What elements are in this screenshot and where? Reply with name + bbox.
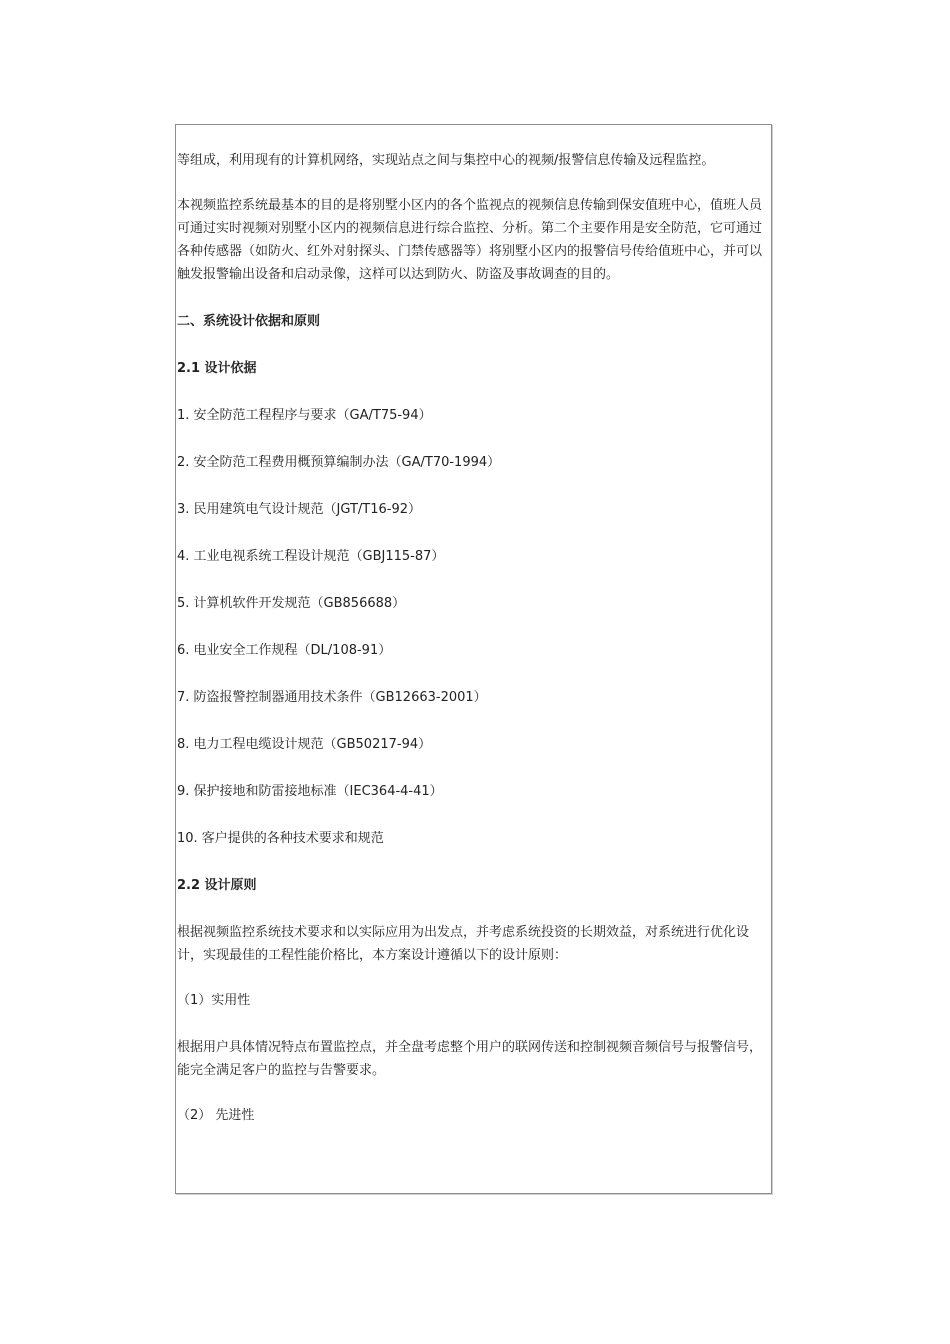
list-item: 10. 客户提供的各种技术要求和规范 bbox=[177, 831, 384, 846]
purpose-paragraph: 本视频监控系统最基本的目的是将别墅小区内的各个监视点的视频信息传输到保安值班中心，值班人员可通过实时视频对别墅小区内的视频信息进行综合监控、分析。第二个主要作用是安全防范，它可通过各种传感器（如防火、红外对射探头、门禁传感器等）将别墅小区内的报警信号传给值班中心，并可以触发报警输出设备和启动录像，这样可以达到防火、防盗及事故调查的目的。 bbox=[177, 198, 763, 282]
principle-1-title: （1）实用性 bbox=[177, 993, 251, 1008]
principle-1-paragraph: 根据用户具体情况特点布置监控点，并全盘考虑整个用户的联网传送和控制视频音频信号与报警信号，能完全满足客户的监控与告警要求。 bbox=[177, 1040, 763, 1078]
list-item: 4. 工业电视系统工程设计规范（GBJ115-87） bbox=[177, 549, 445, 564]
subsection-heading-principles: 2.2 设计原则 bbox=[177, 878, 257, 893]
list-item: 3. 民用建筑电气设计规范（JGT/T16-92） bbox=[177, 502, 422, 517]
principles-intro-paragraph: 根据视频监控系统技术要求和以实际应用为出发点，并考虑系统投资的长期效益，对系统进行优化设计，实现最佳的工程性能价格比，本方案设计遵循以下的设计原则： bbox=[177, 925, 750, 963]
principle-2-title: （2） 先进性 bbox=[177, 1108, 255, 1123]
list-item: 2. 安全防范工程费用概预算编制办法（GA/T70-1994） bbox=[177, 455, 501, 470]
list-item: 6. 电业安全工作规程（DL/108-91） bbox=[177, 643, 392, 658]
intro-paragraph: 等组成，利用现有的计算机网络，实现站点之间与集控中心的视频/报警信息传输及远程监控。 bbox=[177, 153, 715, 168]
list-item: 9. 保护接地和防雷接地标准（IEC364-4-41） bbox=[177, 784, 443, 799]
list-item: 5. 计算机软件开发规范（GB856688） bbox=[177, 596, 406, 611]
document-frame bbox=[175, 124, 772, 1194]
basis-list bbox=[177, 404, 769, 850]
list-item: 7. 防盗报警控制器通用技术条件（GB12663-2001） bbox=[177, 690, 487, 705]
section-heading: 二、系统设计依据和原则 bbox=[177, 314, 321, 329]
document-content bbox=[176, 149, 771, 1127]
list-item: 1. 安全防范工程程序与要求（GA/T75-94） bbox=[177, 408, 432, 423]
subsection-heading-basis: 2.1 设计依据 bbox=[177, 361, 257, 376]
list-item: 8. 电力工程电缆设计规范（GB50217-94） bbox=[177, 737, 432, 752]
